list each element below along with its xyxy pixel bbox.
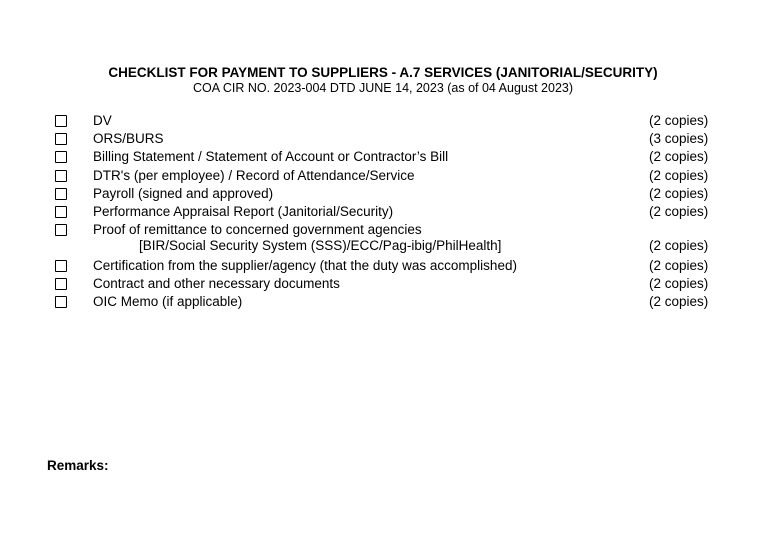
checklist-item-copies: (2 copies) [649,258,709,273]
checklist-item-copies: (2 copies) [649,149,709,164]
checklist-item[interactable] [0,112,768,130]
checklist-item-copies: (3 copies) [649,131,709,146]
checklist-item[interactable] [0,275,768,293]
empty-checkbox-icon[interactable] [55,170,67,182]
empty-checkbox-icon[interactable] [55,278,67,290]
checklist-item-copies: (2 copies) [649,294,709,309]
page-title: CHECKLIST FOR PAYMENT TO SUPPLIERS - A.7 SERVICES (JANITORIAL/SECURITY) [108,65,658,80]
checklist-item-label: Proof of remittance to concerned government agencies [93,222,422,237]
checklist-item-label: Certification from the supplier/agency (that the duty was accomplished) [93,258,517,273]
checklist-item[interactable] [0,185,768,203]
checklist-item[interactable] [0,148,768,166]
checklist-item-label: Performance Appraisal Report (Janitorial/Security) [93,204,394,219]
checklist-item-label: ORS/BURS [93,131,164,146]
empty-checkbox-icon[interactable] [55,260,67,272]
empty-checkbox-icon[interactable] [55,296,67,308]
checklist-item-label-line2: [BIR/Social Security System (SSS)/ECC/Pag-ibig/PhilHealth] [139,238,502,253]
checklist-item-label: Billing Statement / Statement of Account or Contractor’s Bill [93,149,449,164]
checklist-item-label: Payroll (signed and approved) [93,186,274,201]
remarks-label: Remarks: [47,458,109,473]
checklist-item-label: DV [93,113,112,128]
checklist-item-copies: (2 copies) [649,113,709,128]
checklist-item-copies: (2 copies) [649,276,709,291]
empty-checkbox-icon[interactable] [55,133,67,145]
checklist-item-copies: (2 copies) [649,238,709,253]
empty-checkbox-icon[interactable] [55,206,67,218]
checklist-item[interactable] [0,203,768,221]
checklist-item[interactable] [0,221,768,257]
empty-checkbox-icon[interactable] [55,224,67,236]
checklist-item[interactable] [0,167,768,185]
checklist-item-copies: (2 copies) [649,204,709,219]
checklist-item-copies: (2 copies) [649,186,709,201]
checklist-item[interactable] [0,257,768,275]
checklist-item[interactable] [0,130,768,148]
checklist-item-label: Contract and other necessary documents [93,276,340,291]
page-subtitle: COA CIR NO. 2023-004 DTD JUNE 14, 2023 (as of 04 August 2023) [192,81,574,95]
empty-checkbox-icon[interactable] [55,115,67,127]
checklist-item-label: DTR's (per employee) / Record of Attendance/Service [93,168,415,183]
checklist-item-label: OIC Memo (if applicable) [93,294,243,309]
checklist-item-copies: (2 copies) [649,168,709,183]
empty-checkbox-icon[interactable] [55,151,67,163]
checklist-item[interactable] [0,293,768,311]
empty-checkbox-icon[interactable] [55,188,67,200]
